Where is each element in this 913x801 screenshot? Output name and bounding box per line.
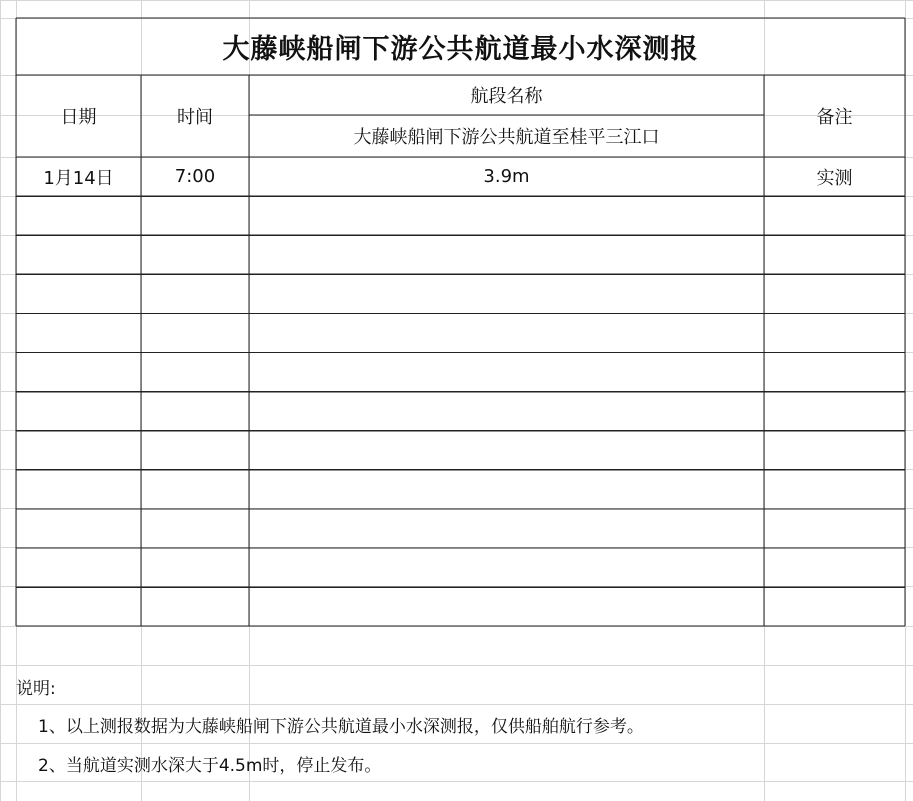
note-item: 2、当航道实测水深大于4.5m时，停止发布。 [38, 756, 382, 776]
cell-depth [249, 470, 764, 509]
cell-depth [249, 196, 764, 235]
cell-depth [249, 235, 764, 274]
page-title: 大藤峡船闸下游公共航道最小水深测报 [222, 34, 699, 65]
cell-remark [764, 392, 905, 431]
cell-remark [764, 313, 905, 352]
cell-remark: 实测 [816, 167, 853, 189]
cell-time [141, 196, 249, 235]
cell-date [16, 235, 141, 274]
cell-time [141, 274, 249, 313]
cell-remark [764, 274, 905, 313]
cell-date [16, 509, 141, 548]
cell-time [141, 470, 249, 509]
cell-date [16, 196, 141, 235]
cell-date [16, 392, 141, 431]
cell-depth [249, 431, 764, 470]
cell-remark [764, 196, 905, 235]
cell-remark [764, 431, 905, 470]
cell-time [141, 548, 249, 587]
header-time: 时间 [177, 107, 213, 128]
cell-date [16, 274, 141, 313]
cell-date [16, 313, 141, 352]
cell-depth [249, 548, 764, 587]
cell-time [141, 431, 249, 470]
cell-date [16, 548, 141, 587]
cell-remark [764, 235, 905, 274]
cell-time [141, 392, 249, 431]
cell-depth [249, 509, 764, 548]
cell-time [141, 235, 249, 274]
cell-depth [249, 353, 764, 392]
cell-depth [249, 274, 764, 313]
note-item: 1、以上测报数据为大藤峡船闸下游公共航道最小水深测报，仅供船舶航行参考。 [38, 717, 644, 737]
cell-depth [249, 392, 764, 431]
cell-remark [764, 509, 905, 548]
cell-time [141, 353, 249, 392]
header-date: 日期 [60, 107, 97, 128]
cell-remark [764, 353, 905, 392]
cell-remark [764, 548, 905, 587]
cell-date [16, 353, 141, 392]
cell-date: 1月14日 [43, 167, 114, 189]
cell-remark [764, 470, 905, 509]
cell-time: 7:00 [174, 166, 216, 187]
cell-date [16, 431, 141, 470]
header-segment: 大藤峡船闸下游公共航道至桂平三江口 [353, 127, 660, 148]
cell-time [141, 509, 249, 548]
cell-time [141, 313, 249, 352]
cell-depth: 3.9m [483, 166, 530, 187]
cell-depth [249, 313, 764, 352]
notes-heading: 说明: [16, 679, 56, 699]
header-remark: 备注 [816, 107, 853, 128]
header-segment-name: 航段名称 [470, 86, 543, 107]
cell-date [16, 470, 141, 509]
